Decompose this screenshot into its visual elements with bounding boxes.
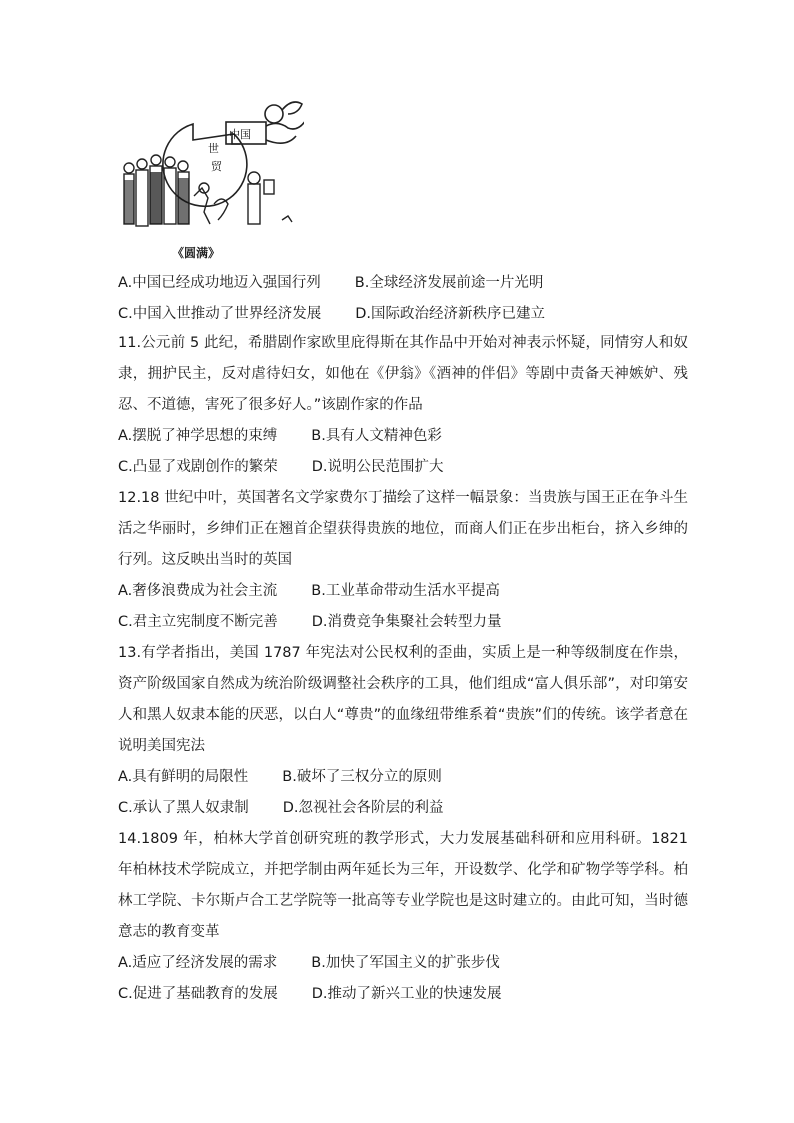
q10-option-a[interactable]: A.中国已经成功地迈入强国行列 [118, 275, 321, 291]
question-11-option-b[interactable]: B.具有人文精神色彩 [311, 428, 442, 444]
question-13-options-row-2 [118, 793, 688, 824]
cartoon-figure [114, 96, 304, 262]
q10-options-row-2 [118, 297, 688, 328]
question-11-option-a[interactable]: A.摆脱了神学思想的束缚 [118, 428, 278, 444]
question-12 [118, 483, 688, 638]
question-14-option-d[interactable]: D.推动了新兴工业的快速发展 [311, 986, 502, 1002]
question-12-options-row-1 [118, 576, 688, 607]
question-14-option-b[interactable]: B.加快了军国主义的扩张步伐 [311, 955, 500, 971]
question-12-option-b[interactable]: B.工业革命带动生活水平提高 [311, 583, 500, 599]
question-11-stem: 11.公元前 5 此纪，希腊剧作家欧里庇得斯在其作品中开始对神表示怀疑，同情穷人和奴隶，拥护民主，反对虐待妇女，如他在《伊翁》《酒神的伴侣》等剧中责备天神嫉妒、残忍、不道德，害死了很多好人。”该剧作家的作品 [118, 335, 688, 413]
questions-content [118, 266, 688, 1010]
question-13 [118, 638, 688, 824]
question-14-stem: 14.1809 年，柏林大学首创研究班的教学形式，大力发展基础科研和应用科研。1821 年柏林技术学院成立，并把学制由两年延长为三年，开设数学、化学和矿物学等学科。柏林工学院、卡尔斯卢合工艺学院等一批高等专业学院也是这时建立的。由此可知，当时德意志的教育变革 [118, 831, 688, 940]
question-14 [118, 824, 688, 1010]
question-14-option-c[interactable]: C.促进了基础教育的发展 [118, 986, 278, 1002]
q10-option-d[interactable]: D.国际政治经济新秩序已建立 [355, 306, 546, 322]
question-13-stem: 13.有学者指出，美国 1787 年宪法对公民权利的歪曲，实质上是一种等级制度在作祟，资产阶级国家自然成为统治阶级调整社会秩序的工具，他们组成“富人俱乐部”，对印第安人和黑人奴隶本能的厌恶，以白人“尊贵”的血缘纽带维系着“贵族”们的传统。该学者意在说明美国宪法 [118, 645, 688, 754]
question-13-option-d[interactable]: D.忽视社会各阶层的利益 [282, 800, 444, 816]
cartoon-label-china: 中国 [229, 128, 251, 141]
question-11-option-d[interactable]: D.说明公民范围扩大 [311, 459, 444, 475]
question-11 [118, 328, 688, 483]
question-13-option-c[interactable]: C.承认了黑人奴隶制 [118, 800, 249, 816]
question-14-options-row-1 [118, 948, 688, 979]
question-12-options-row-2 [118, 607, 688, 638]
q10-option-b[interactable]: B.全球经济发展前途一片光明 [354, 275, 544, 291]
question-14-options-row-2 [118, 979, 688, 1010]
question-13-options-row-1 [118, 762, 688, 793]
q10-option-c[interactable]: C.中国入世推动了世界经济发展 [118, 306, 322, 322]
cartoon-label-shi: 世 [208, 142, 219, 155]
cartoon-caption: 《圆满》 [172, 246, 221, 260]
question-13-option-a[interactable]: A.具有鲜明的局限性 [118, 769, 249, 785]
cartoon-drawing [114, 96, 304, 246]
question-12-option-c[interactable]: C.君主立宪制度不断完善 [118, 614, 278, 630]
question-11-options-row-1 [118, 421, 688, 452]
question-12-option-d[interactable]: D.消费竞争集聚社会转型力量 [311, 614, 502, 630]
question-14-option-a[interactable]: A.适应了经济发展的需求 [118, 955, 278, 971]
cartoon-label-mao: 贸 [211, 160, 222, 173]
q10-options-row-1 [118, 266, 688, 297]
question-11-options-row-2 [118, 452, 688, 483]
question-13-option-b[interactable]: B.破坏了三权分立的原则 [282, 769, 442, 785]
question-12-stem: 12.18 世纪中叶，英国著名文学家费尔丁描绘了这样一幅景象：当贵族与国王正在争斗生活之华丽时，乡绅们正在翘首企望获得贵族的地位，而商人们正在步出柜台，挤入乡绅的行列。这反映出当时的英国 [118, 490, 688, 568]
question-12-option-a[interactable]: A.奢侈浪费成为社会主流 [118, 583, 278, 599]
question-11-option-c[interactable]: C.凸显了戏剧创作的繁荣 [118, 459, 278, 475]
